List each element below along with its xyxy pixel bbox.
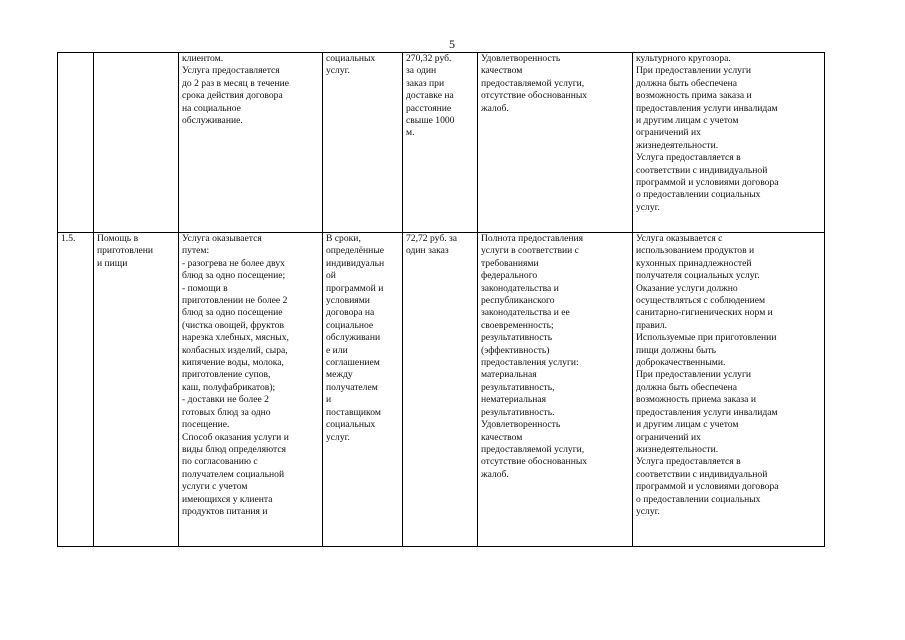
cell-text-line: Оказание услуги должно xyxy=(636,282,738,294)
cell-text-line: услуги с учетом xyxy=(182,481,248,493)
services-table xyxy=(57,52,825,547)
cell-text-line: осуществляться с соблюдением xyxy=(636,295,766,307)
cell-text-line: и xyxy=(326,394,332,406)
cell-text-line: Услуга предоставляется в xyxy=(636,152,741,164)
cell-text-line: договора на xyxy=(326,307,375,319)
cell-text-line: социальных xyxy=(326,419,376,431)
cell-text-line: (эффективность) xyxy=(481,344,550,356)
cell-text-line: между xyxy=(326,369,353,381)
table-cell xyxy=(323,53,403,233)
cell-text-line: услуг. xyxy=(326,65,350,77)
cell-text-line: Полнота предоставления xyxy=(481,233,584,244)
table-cell xyxy=(94,53,179,233)
table-cell xyxy=(478,53,633,233)
table-cell xyxy=(94,233,179,547)
cell-text-line: получателем xyxy=(326,381,378,393)
cell-text-line: имеющихся у клиента xyxy=(182,493,273,505)
cell-text-line: результативность xyxy=(481,332,553,344)
cell-text-line: нарезка хлебных, мясных, xyxy=(182,332,289,344)
cell-text-line: предоставления услуги инвалидам xyxy=(636,406,778,418)
table-cell xyxy=(323,233,403,547)
cell-text-line: кипячение воды, молока, xyxy=(182,357,284,369)
cell-text-line: При предоставлении услуги xyxy=(636,369,752,381)
cell-text-line: Услуга оказывается xyxy=(182,233,262,244)
cell-text-line: клиентом. xyxy=(182,53,224,64)
cell-text-line: Используемые при приготовлении xyxy=(636,332,777,344)
cell-text-line: ограничений их xyxy=(636,431,701,443)
cell-text-line: соответствии с индивидуальной xyxy=(636,164,768,176)
cell-text-line: жизнедеятельности. xyxy=(636,139,719,151)
cell-text-line: использованием продуктов и xyxy=(636,245,755,257)
cell-text-line: получателя социальных услуг. xyxy=(636,270,760,282)
cell-text-line: и другим лицам с учетом xyxy=(636,419,739,431)
table-cell xyxy=(179,53,323,233)
cell-text-line: При предоставлении услуги xyxy=(636,65,752,77)
cell-text-line: путем: xyxy=(182,245,210,257)
cell-text-line: расстояние xyxy=(406,102,452,114)
cell-text-line: блюд за одно посещение xyxy=(182,307,283,319)
cell-text-line: - помощи в xyxy=(182,282,228,294)
cell-text-line: по согласованию с xyxy=(182,456,258,468)
cell-text-line: санитарно-гигиенических норм и xyxy=(636,307,773,319)
cell-text-line: отсутствие обоснованных xyxy=(481,90,588,102)
cell-text-line: доставке на xyxy=(406,90,454,102)
cell-text-line: - доставки не более 2 xyxy=(182,394,269,406)
cell-text-line: Услуга оказывается с xyxy=(636,233,723,244)
cell-text-line: услуг. xyxy=(636,201,660,213)
cell-text-line: услуг. xyxy=(326,431,350,443)
cell-text-line: о предоставлении социальных xyxy=(636,493,761,505)
cell-text-line: на социальное xyxy=(182,102,241,114)
cell-text-line: е или xyxy=(326,344,348,356)
cell-text-line: Способ оказания услуги и xyxy=(182,431,289,443)
cell-text-line: до 2 раз в месяц в течение xyxy=(182,77,289,89)
table-cell xyxy=(633,53,825,233)
cell-text-line: законодательства и ее xyxy=(481,307,570,319)
cell-text-line: определённые xyxy=(326,245,385,257)
cell-text-line: срока действия договора xyxy=(182,90,283,102)
cell-text-line: требованиями xyxy=(481,257,539,269)
table-row xyxy=(58,233,825,547)
cell-text-line: Услуга предоставляется в xyxy=(636,456,741,468)
cell-text-line: отсутствие обоснованных xyxy=(481,456,588,468)
cell-text-line: готовых блюд за одно xyxy=(182,406,271,418)
cell-text-line: жалоб. xyxy=(481,102,509,114)
cell-text-line: колбасных изделий, сыра, xyxy=(182,344,288,356)
cell-text-line: жалоб. xyxy=(481,468,509,480)
cell-text-line: за один xyxy=(406,65,437,77)
cell-text-line: пищи должны быть xyxy=(636,344,717,356)
cell-text-line: культурного кругозора. xyxy=(636,53,731,64)
cell-text-line: обслуживание. xyxy=(182,115,243,127)
cell-text-line: материальная xyxy=(481,369,537,381)
cell-text-line: предоставления услуги инвалидам xyxy=(636,102,778,114)
cell-text-line: услуг. xyxy=(636,505,660,517)
cell-text-line: Удовлетворенность xyxy=(481,419,561,431)
cell-text-line: обслуживани xyxy=(326,332,381,344)
cell-text-line: социальных xyxy=(326,53,376,64)
cell-text-line: В сроки, xyxy=(326,233,361,244)
table-row xyxy=(58,53,825,233)
cell-text-line: качеством xyxy=(481,431,523,443)
cell-text-line: услуги в соответствии с xyxy=(481,245,579,257)
cell-text-line: нематериальная xyxy=(481,394,547,406)
cell-text-line: федерального xyxy=(481,270,538,282)
cell-text-line: - разогрева не более двух xyxy=(182,257,285,269)
cell-text-line: республиканского xyxy=(481,295,555,307)
cell-text-line: законодательства и xyxy=(481,282,559,294)
cell-text-line: своевременность; xyxy=(481,319,554,331)
cell-text-line: приготовлении не более 2 xyxy=(182,295,288,307)
cell-text-line: о предоставлении социальных xyxy=(636,189,761,201)
cell-text-line: каш, полуфабрикатов); xyxy=(182,381,276,393)
cell-text-line: предоставляемой услуги, xyxy=(481,443,585,455)
cell-text-line: и другим лицам с учетом xyxy=(636,115,739,127)
cell-text-line: ограничений их xyxy=(636,127,701,139)
cell-text-line: результативность. xyxy=(481,406,555,418)
cell-text-line: программой и условиями договора xyxy=(636,481,779,493)
cell-text-line: виды блюд определяются xyxy=(182,443,286,455)
cell-text-line: условиями xyxy=(326,295,370,307)
cell-text-line: соответствии с индивидуальной xyxy=(636,468,768,480)
cell-text-line: предоставляемой услуги, xyxy=(481,77,585,89)
table-cell xyxy=(403,53,478,233)
cell-text-line: свыше 1000 xyxy=(406,115,455,127)
cell-text-line: должна быть обеспечена xyxy=(636,381,737,393)
table-cell xyxy=(403,233,478,547)
cell-text-line: индивидуальн xyxy=(326,257,385,269)
cell-text-line: ой xyxy=(326,270,336,282)
cell-text-line: должна быть обеспечена xyxy=(636,77,737,89)
cell-text-line: продуктов питания и xyxy=(182,505,268,517)
table-cell xyxy=(179,233,323,547)
cell-text-line: м. xyxy=(406,127,415,139)
cell-text-line: доброкачественными. xyxy=(636,357,726,369)
cell-text-line: программой и условиями договора xyxy=(636,177,779,189)
cell-text-line: возможность прима заказа и xyxy=(636,90,752,102)
cell-text-line: жизнедеятельности. xyxy=(636,443,719,455)
cell-text-line: блюд за одно посещение; xyxy=(182,270,286,282)
cell-text-line: получателем социальной xyxy=(182,468,285,480)
cell-text-line: предоставления услуги: xyxy=(481,357,579,369)
table-cell xyxy=(58,233,94,547)
cell-text-line: и пищи xyxy=(97,257,128,269)
cell-text-line: соглашением xyxy=(326,357,380,369)
cell-text-line: поставщиком xyxy=(326,406,381,418)
table-cell xyxy=(633,233,825,547)
table-cell xyxy=(58,53,94,233)
cell-text-line: приготовлени xyxy=(97,245,154,257)
cell-text-line: программой и xyxy=(326,282,384,294)
cell-text-line: приготовление супов, xyxy=(182,369,271,381)
page-number: 5 xyxy=(449,37,455,51)
cell-text-line: заказ при xyxy=(406,77,445,89)
cell-text-line: возможность приема заказа и xyxy=(636,394,756,406)
cell-text-line: правил. xyxy=(636,319,668,331)
cell-text-line: Помощь в xyxy=(97,233,139,244)
cell-text-line: 270,32 руб. xyxy=(406,53,452,64)
cell-text-line: 1.5. xyxy=(61,233,76,244)
cell-text-line: (чистка овощей, фруктов xyxy=(182,319,285,331)
table-cell xyxy=(478,233,633,547)
cell-text-line: качеством xyxy=(481,65,523,77)
cell-text-line: один заказ xyxy=(406,245,449,257)
cell-text-line: Услуга предоставляется xyxy=(182,65,280,77)
cell-text-line: результативность, xyxy=(481,381,555,393)
cell-text-line: кухонных принадлежностей xyxy=(636,257,752,269)
cell-text-line: Удовлетворенность xyxy=(481,53,561,64)
cell-text-line: посещение. xyxy=(182,419,230,431)
cell-text-line: 72,72 руб. за xyxy=(406,233,458,244)
cell-text-line: социальное xyxy=(326,319,374,331)
